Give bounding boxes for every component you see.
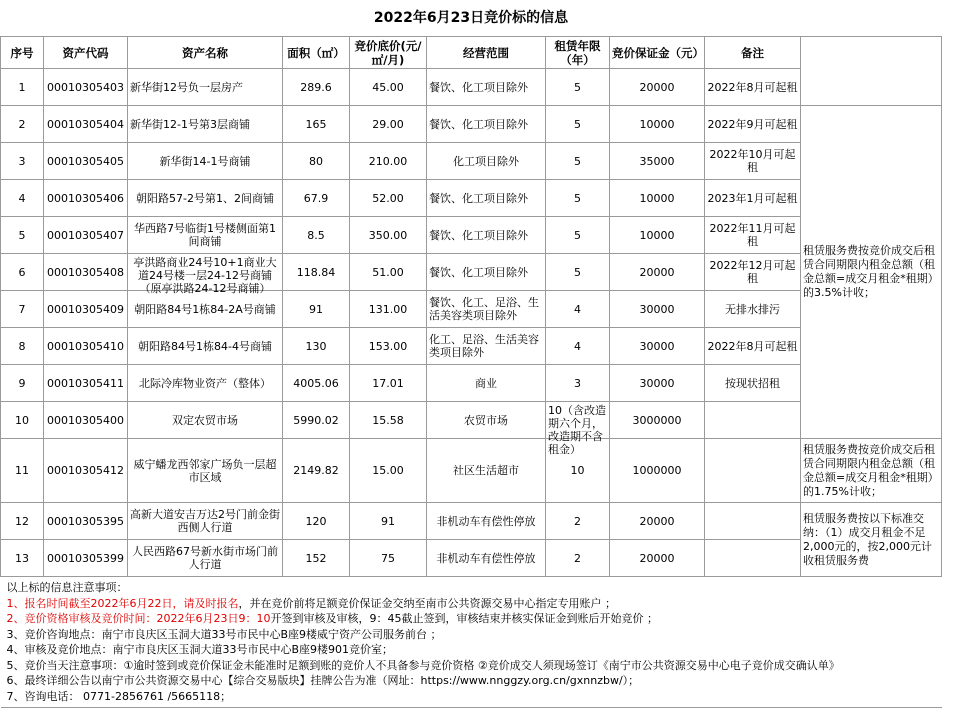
cell-years[interactable]: 10 xyxy=(546,439,610,503)
cell-area[interactable]: 5990.02 xyxy=(283,402,350,439)
header-no[interactable]: 序号 xyxy=(1,37,44,69)
cell-name[interactable]: 新华街12-1号第3层商铺 xyxy=(128,106,283,143)
header-area[interactable]: 面积（㎡） xyxy=(283,37,350,69)
table-row xyxy=(1,217,942,254)
cell-years[interactable]: 4 xyxy=(546,291,610,328)
note-line-3: 3、竞价咨询地点：南宁市良庆区玉洞大道33号市民中心B座9楼威宁资产公司服务前台 ； xyxy=(6,627,442,641)
note-line-5: 5、竞价当天注意事项：①逾时签到或竞价保证金未能准时足额到账的竞价人不具备参与竞价资格 ②竞价成交人须现场签订《南宁市公共资源交易中心电子竞价成交确认单》 xyxy=(6,658,840,672)
cell-no[interactable]: 3 xyxy=(1,143,44,180)
cell-price[interactable]: 45.00 xyxy=(350,69,427,106)
cell-area[interactable]: 4005.06 xyxy=(283,365,350,402)
header-years[interactable]: 租赁年限（年） xyxy=(546,37,610,69)
cell-years[interactable]: 2 xyxy=(546,503,610,540)
cell-deposit[interactable]: 10000 xyxy=(610,180,705,217)
note-line-1 xyxy=(7,596,936,612)
note-line-7: 7、咨询电话： 0771-2856761 /5665118； xyxy=(6,689,232,703)
header-price[interactable]: 竞价底价(元/㎡/月) xyxy=(350,37,427,69)
notes-row xyxy=(1,577,942,708)
cell-price[interactable]: 52.00 xyxy=(350,180,427,217)
header-row xyxy=(1,37,942,69)
cell-scope[interactable]: 餐饮、化工项目除外 xyxy=(427,69,546,106)
cell-name[interactable]: 北际冷库物业资产（整体） xyxy=(128,365,283,402)
cell-years[interactable] xyxy=(546,402,610,456)
table-row xyxy=(1,143,942,180)
cell-scope[interactable]: 农贸市场 xyxy=(427,402,546,439)
header-name[interactable]: 资产名称 xyxy=(128,37,283,69)
cell-price[interactable]: 350.00 xyxy=(350,217,427,254)
cell-code[interactable]: 00010305399 xyxy=(44,540,128,577)
table-row xyxy=(1,106,942,143)
notes-block[interactable] xyxy=(1,577,942,708)
cell-remark[interactable]: 2022年9月可起租 xyxy=(705,106,801,143)
header-code[interactable]: 资产代码 xyxy=(44,37,128,69)
table-row xyxy=(1,540,942,577)
cell-years[interactable]: 5 xyxy=(546,69,610,106)
cell-area[interactable]: 120 xyxy=(283,503,350,540)
cell-remark[interactable]: 2022年10月可起租 xyxy=(705,143,801,180)
cell-code[interactable]: 00010305410 xyxy=(44,328,128,365)
empty-cell[interactable] xyxy=(801,37,942,69)
cell-remark[interactable]: 2022年8月可起租 xyxy=(705,69,801,106)
header-deposit[interactable]: 竞价保证金（元） xyxy=(610,37,705,69)
cell-code[interactable]: 00010305405 xyxy=(44,143,128,180)
table-row xyxy=(1,291,942,328)
cell-deposit[interactable]: 20000 xyxy=(610,69,705,106)
empty-cell[interactable] xyxy=(801,69,942,106)
table-row xyxy=(1,402,942,439)
table-row xyxy=(1,365,942,402)
cell-no[interactable]: 9 xyxy=(1,365,44,402)
cell-remark[interactable]: 2023年1月可起租 xyxy=(705,180,801,217)
cell-years[interactable]: 5 xyxy=(546,180,610,217)
note-1-highlight: 报名时间截至2022年6月22日，请及时报名 xyxy=(24,596,239,610)
cell-no[interactable]: 13 xyxy=(1,540,44,577)
cell-remark[interactable]: 2022年8月可起租 xyxy=(705,328,801,365)
cell-scope[interactable]: 餐饮、化工项目除外 xyxy=(427,180,546,217)
page-title: 2022年6月23日竞价标的信息 xyxy=(1,0,942,37)
cell-deposit[interactable]: 20000 xyxy=(610,254,705,291)
cell-scope[interactable]: 社区生活超市 xyxy=(427,439,546,503)
service-fee-note-a[interactable]: 租赁服务费按竞价成交后租赁合同期限内租金总额（租金总额=成交月租金*租期）的3.5%计收； xyxy=(801,106,942,439)
cell-name[interactable]: 高新大道安吉万达2号门前金街西侧人行道 xyxy=(128,503,283,540)
cell-years[interactable]: 5 xyxy=(546,106,610,143)
header-remark[interactable]: 备注 xyxy=(705,37,801,69)
table-row xyxy=(1,503,942,540)
cell-scope[interactable]: 化工项目除外 xyxy=(427,143,546,180)
cell-code[interactable]: 00010305411 xyxy=(44,365,128,402)
cell-no[interactable]: 5 xyxy=(1,217,44,254)
cell-deposit[interactable]: 35000 xyxy=(610,143,705,180)
cell-deposit[interactable]: 20000 xyxy=(610,540,705,577)
cell-code[interactable]: 00010305395 xyxy=(44,503,128,540)
cell-price[interactable]: 153.00 xyxy=(350,328,427,365)
cell-name[interactable] xyxy=(128,254,283,295)
note-line-4: 4、审核及竞价地点：南宁市良庆区玉洞大道33号市民中心B座9楼901竞价室； xyxy=(6,643,394,656)
cell-area[interactable]: 130 xyxy=(283,328,350,365)
cell-code[interactable]: 00010305408 xyxy=(44,254,128,291)
cell-years[interactable]: 5 xyxy=(546,254,610,291)
cell-scope[interactable]: 非机动车有偿性停放 xyxy=(427,503,546,540)
cell-code[interactable]: 00010305406 xyxy=(44,180,128,217)
cell-area[interactable]: 8.5 xyxy=(283,217,350,254)
cell-scope[interactable]: 商业 xyxy=(427,365,546,402)
cell-no[interactable]: 11 xyxy=(1,439,44,503)
table-row xyxy=(1,180,942,217)
cell-code[interactable]: 00010305404 xyxy=(44,106,128,143)
cell-years[interactable]: 2 xyxy=(546,540,610,577)
cell-scope[interactable]: 餐饮、化工项目除外 xyxy=(427,217,546,254)
cell-no[interactable]: 12 xyxy=(1,503,44,540)
cell-price[interactable]: 29.00 xyxy=(350,106,427,143)
cell-no[interactable]: 6 xyxy=(1,254,44,291)
cell-years[interactable]: 3 xyxy=(546,365,610,402)
cell-name[interactable]: 双定农贸市场 xyxy=(128,402,283,439)
cell-years[interactable]: 5 xyxy=(546,217,610,254)
cell-price[interactable]: 75 xyxy=(350,540,427,577)
note-1-prefix: 1、 xyxy=(6,596,25,610)
cell-area[interactable]: 118.84 xyxy=(283,254,350,291)
cell-no[interactable]: 7 xyxy=(1,291,44,328)
note-line-6: 6、最终详细公告以南宁市公共资源交易中心【综合交易版块】挂牌公告为准（网址：https://www.nnggzy.org.cn/gxnnzbw/）； xyxy=(6,674,640,687)
cell-price[interactable]: 131.00 xyxy=(350,291,427,328)
cell-remark[interactable] xyxy=(705,540,801,577)
cell-price[interactable]: 15.00 xyxy=(350,439,427,503)
cell-no[interactable]: 4 xyxy=(1,180,44,217)
cell-deposit[interactable]: 1000000 xyxy=(610,439,705,503)
cell-scope[interactable]: 餐饮、化工项目除外 xyxy=(427,106,546,143)
table-row xyxy=(1,69,942,106)
cell-name[interactable]: 新华街12号负一层房产 xyxy=(128,69,283,106)
cell-deposit[interactable]: 30000 xyxy=(610,365,705,402)
cell-scope[interactable]: 餐饮、化工、足浴、生活美容类项目除外 xyxy=(427,291,546,328)
cell-name[interactable]: 朝阳路84号1栋84-2A号商铺 xyxy=(128,291,283,328)
cell-years[interactable]: 5 xyxy=(546,143,610,180)
cell-deposit[interactable]: 30000 xyxy=(610,328,705,365)
service-fee-note-b[interactable]: 租赁服务费按竞价成交后租赁合同期限内租金总额（租金总额=成交月租金*租期）的1.75%计收； xyxy=(801,439,942,503)
note-line-2 xyxy=(7,611,936,627)
cell-deposit[interactable]: 10000 xyxy=(610,217,705,254)
cell-deposit[interactable]: 10000 xyxy=(610,106,705,143)
cell-area[interactable]: 80 xyxy=(283,143,350,180)
notes-heading: 以上标的信息注意事项： xyxy=(6,581,128,594)
note-2-prefix: 2、 xyxy=(6,612,25,625)
cell-code[interactable]: 00010305407 xyxy=(44,217,128,254)
cell-deposit[interactable]: 3000000 xyxy=(610,402,705,439)
cell-name-text: 亭洪路商业24号10+1商业大道24号楼一层24-12号商铺（原亭洪路24-12号商铺） xyxy=(133,256,277,295)
table-row xyxy=(1,439,942,503)
cell-remark[interactable] xyxy=(705,503,801,540)
cell-name[interactable]: 新华街14-1号商铺 xyxy=(128,143,283,180)
cell-name[interactable]: 华西路7号临街1号楼侧面第1间商铺 xyxy=(128,217,283,254)
cell-area[interactable]: 67.9 xyxy=(283,180,350,217)
cell-no[interactable]: 8 xyxy=(1,328,44,365)
cell-remark[interactable]: 2022年12月可起租 xyxy=(705,254,801,291)
cell-name[interactable]: 朝阳路57-2号第1、2间商铺 xyxy=(128,180,283,217)
table-row xyxy=(1,328,942,365)
cell-no[interactable]: 10 xyxy=(1,402,44,439)
header-scope[interactable]: 经营范围 xyxy=(427,37,546,69)
cell-deposit[interactable]: 20000 xyxy=(610,503,705,540)
cell-code[interactable]: 00010305409 xyxy=(44,291,128,328)
cell-no[interactable]: 2 xyxy=(1,106,44,143)
cell-years-text: 10（含改造期六个月，改造期不含租金） xyxy=(548,404,606,456)
cell-area[interactable]: 165 xyxy=(283,106,350,143)
note-1-text: ，并在竞价前将足额竞价保证金交纳至南市公共资源交易中心指定专用账户 ； xyxy=(238,596,616,610)
cell-price[interactable]: 210.00 xyxy=(350,143,427,180)
cell-area[interactable]: 2149.82 xyxy=(283,439,350,503)
cell-price[interactable]: 15.58 xyxy=(350,402,427,439)
cell-price[interactable]: 51.00 xyxy=(350,254,427,291)
cell-years[interactable]: 4 xyxy=(546,328,610,365)
cell-price[interactable]: 17.01 xyxy=(350,365,427,402)
service-fee-note-c[interactable]: 租赁服务费按以下标准交纳：（1）成交月租金不足2,000元的，按2,000元计收租赁服务费 xyxy=(801,503,942,577)
cell-area[interactable]: 91 xyxy=(283,291,350,328)
note-2-highlight: 竞价资格审核及竞价时间：2022年6月23日9：10 xyxy=(24,612,271,625)
cell-area[interactable]: 152 xyxy=(283,540,350,577)
cell-code[interactable]: 00010305412 xyxy=(44,439,128,503)
cell-scope[interactable]: 非机动车有偿性停放 xyxy=(427,540,546,577)
cell-deposit[interactable]: 30000 xyxy=(610,291,705,328)
cell-name[interactable]: 朝阳路84号1栋84-4号商铺 xyxy=(128,328,283,365)
cell-area[interactable]: 289.6 xyxy=(283,69,350,106)
cell-name[interactable]: 威宁蟠龙西邻家广场负一层超市区域 xyxy=(128,439,283,503)
cell-remark[interactable] xyxy=(705,439,801,503)
cell-code[interactable]: 00010305400 xyxy=(44,402,128,439)
cell-scope[interactable]: 餐饮、化工项目除外 xyxy=(427,254,546,291)
cell-remark[interactable]: 2022年11月可起租 xyxy=(705,217,801,254)
cell-remark[interactable]: 按现状招租 xyxy=(705,365,801,402)
cell-remark[interactable] xyxy=(705,402,801,439)
note-2-text: 开签到审核及审核，9：45截止签到，审核结束并核实保证金到账后开始竞价 ； xyxy=(270,612,658,625)
cell-no[interactable]: 1 xyxy=(1,69,44,106)
cell-code[interactable]: 00010305403 xyxy=(44,69,128,106)
table-row xyxy=(1,254,942,291)
cell-price[interactable]: 91 xyxy=(350,503,427,540)
cell-name[interactable]: 人民西路67号新水街市场门前人行道 xyxy=(128,540,283,577)
cell-scope[interactable]: 化工、足浴、生活美容类项目除外 xyxy=(427,328,546,365)
cell-remark[interactable]: 无排水排污 xyxy=(705,291,801,328)
